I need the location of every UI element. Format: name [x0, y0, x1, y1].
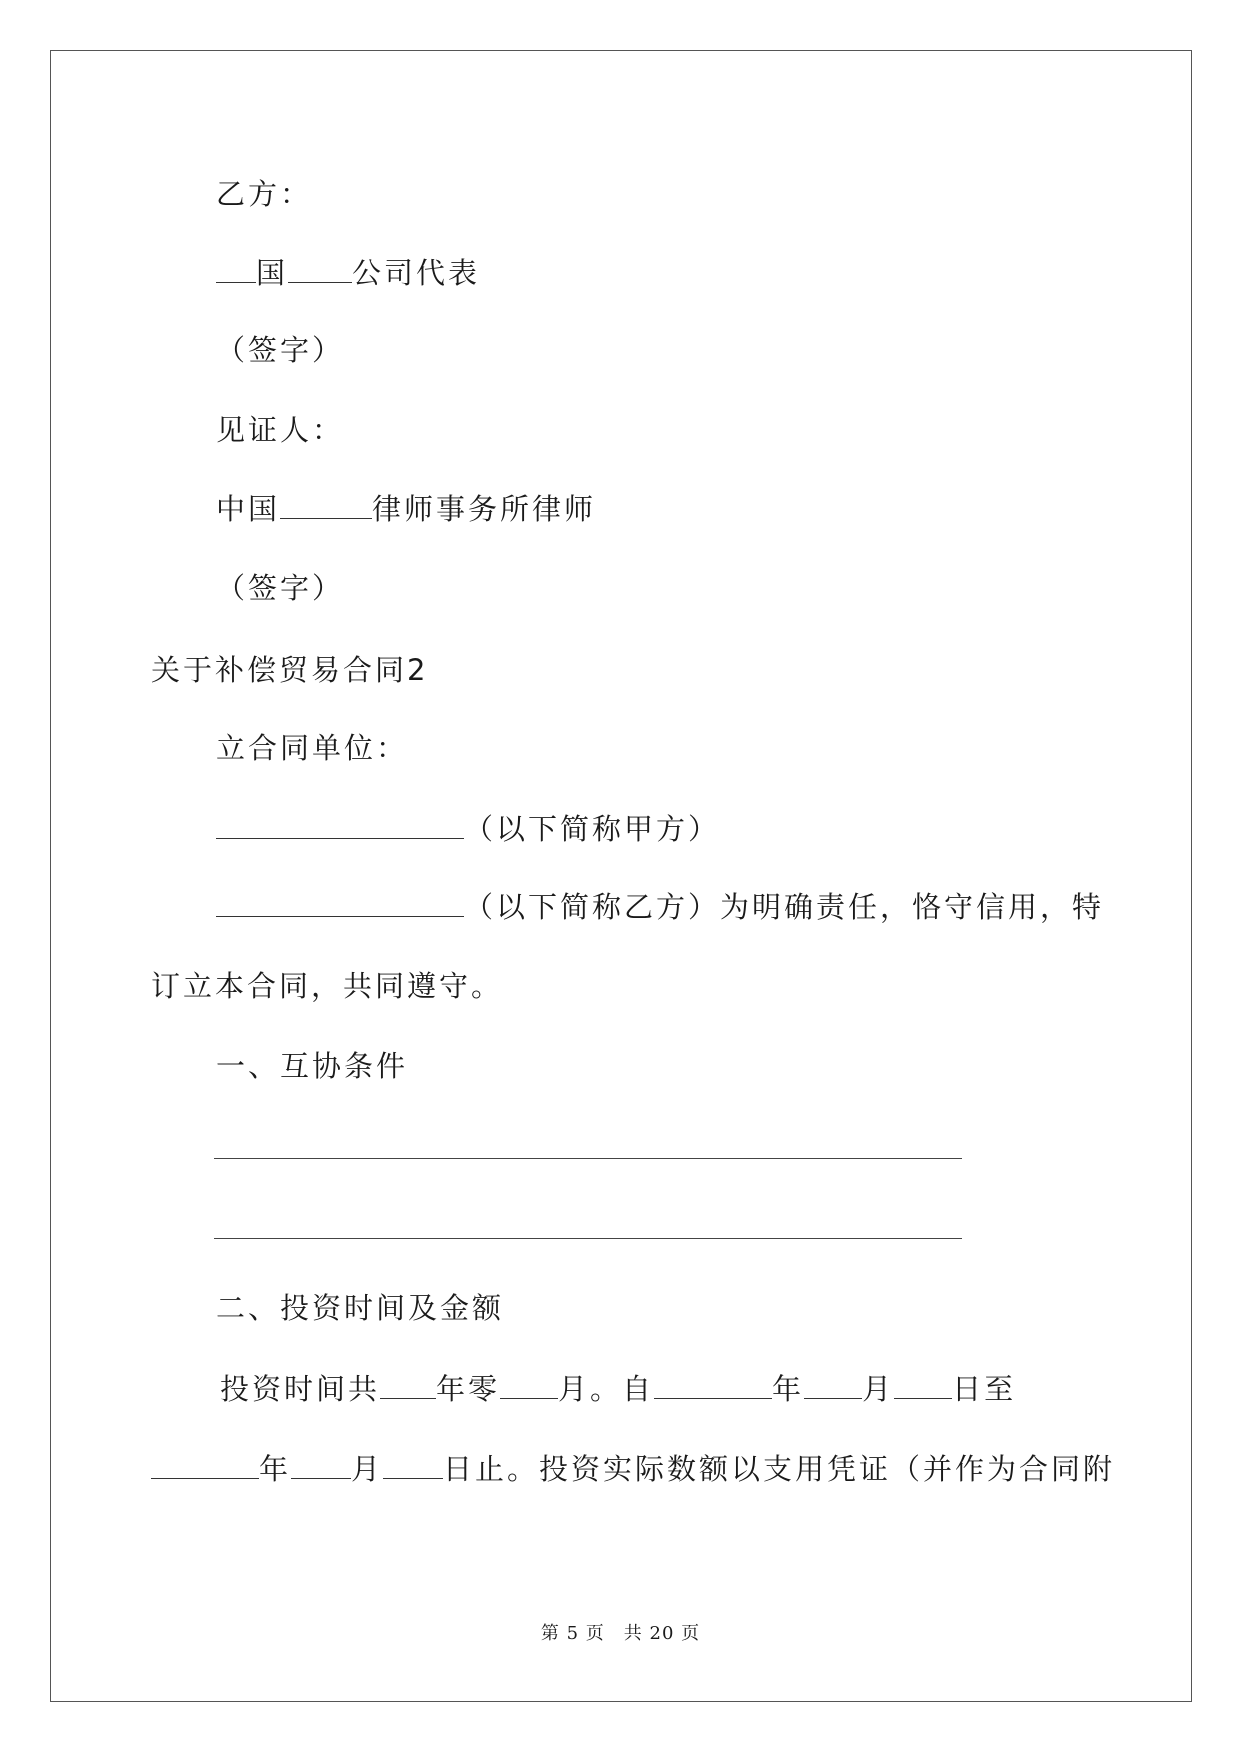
blank [291, 1450, 351, 1479]
contract-heading: 关于补偿贸易合同2 [151, 653, 429, 687]
party-b-line [216, 888, 1104, 925]
page-number: 第 5 页 共 20 页 [540, 1623, 701, 1644]
text: 公司代表 [352, 256, 481, 290]
blank-rule-1 [214, 1158, 962, 1159]
blank [380, 1370, 436, 1399]
text: 月 [862, 1372, 895, 1406]
text: 中国 [216, 492, 281, 526]
blank [216, 254, 256, 283]
blank [216, 810, 464, 839]
text: 国 [256, 256, 289, 290]
text: 日至 [952, 1372, 1017, 1406]
text: （以下简称乙方）为明确责任，恪守信用，特 [464, 890, 1105, 924]
contract-units-label: 立合同单位： [216, 731, 409, 765]
blank [216, 888, 464, 917]
text: 年零 [436, 1372, 501, 1406]
agreement-line: 订立本合同，共同遵守。 [151, 969, 504, 1003]
text: 日止。投资实际数额以支用凭证（并作为合同附 [443, 1452, 1116, 1486]
blank [151, 1450, 259, 1479]
investment-period-line [220, 1370, 1016, 1407]
blank [894, 1370, 952, 1399]
blank [383, 1450, 443, 1479]
blank [288, 254, 352, 283]
section-2-heading: 二、投资时间及金额 [216, 1291, 505, 1325]
witness-label: 见证人： [216, 413, 345, 447]
blank [654, 1370, 772, 1399]
signature-note-1: （签字） [216, 333, 345, 367]
signature-note-2: （签字） [216, 571, 345, 605]
section-1-heading: 一、互协条件 [216, 1049, 409, 1083]
blank [280, 490, 372, 519]
text: 年 [772, 1372, 805, 1406]
text: 月 [351, 1452, 384, 1486]
text: （以下简称甲方） [464, 812, 721, 846]
party-b-label: 乙方： [216, 177, 313, 211]
text: 年 [259, 1452, 292, 1486]
text: 律师事务所律师 [372, 492, 597, 526]
blank [500, 1370, 558, 1399]
party-a-line [216, 810, 720, 847]
party-b-company-line [216, 254, 480, 291]
text: 月。自 [558, 1372, 655, 1406]
investment-amount-line [151, 1450, 1115, 1487]
blank-rule-2 [214, 1238, 962, 1239]
blank [804, 1370, 862, 1399]
text: 投资时间共 [220, 1372, 381, 1406]
witness-law-firm-line [216, 490, 596, 527]
